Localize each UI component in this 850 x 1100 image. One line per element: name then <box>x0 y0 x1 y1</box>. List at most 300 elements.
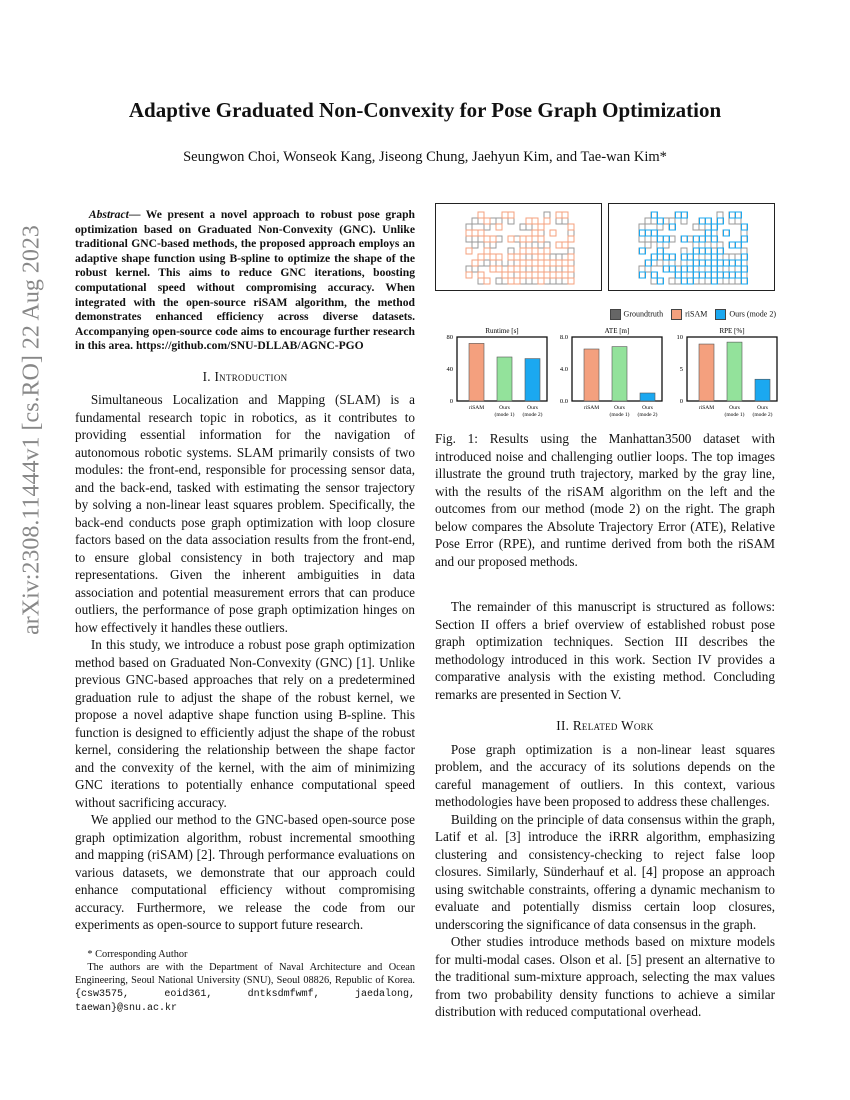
footnote-affiliation <box>75 961 415 1015</box>
figure-caption <box>435 430 775 570</box>
trajectory-groundtruth-cell <box>466 266 472 272</box>
trajectory-groundtruth-cell <box>496 254 502 260</box>
trajectory-groundtruth-cell <box>508 272 514 278</box>
trajectory-groundtruth-cell <box>466 236 472 242</box>
trajectory-groundtruth-cell <box>651 236 657 242</box>
trajectory-estimate-cell <box>514 278 520 284</box>
trajectory-estimate-cell <box>550 230 556 236</box>
trajectory-groundtruth-cell <box>508 236 514 242</box>
chart-title: ATE [m] <box>604 327 630 335</box>
x-tick-label: (mode 1) <box>494 412 515 418</box>
trajectory-groundtruth-cell <box>520 254 526 260</box>
trajectory-groundtruth-cell <box>729 218 735 224</box>
trajectory-groundtruth-cell <box>532 254 538 260</box>
trajectory-groundtruth-cell <box>705 224 711 230</box>
trajectory-groundtruth-cell <box>639 236 645 242</box>
trajectory-groundtruth-cell <box>562 212 568 218</box>
trajectory-groundtruth-cell <box>520 248 526 254</box>
trajectory-groundtruth-cell <box>478 212 484 218</box>
trajectory-groundtruth-cell <box>645 266 651 272</box>
trajectory-groundtruth-cell <box>639 224 645 230</box>
trajectory-groundtruth-cell <box>651 278 657 284</box>
arxiv-identifier: arXiv:2308.11444v1 [cs.RO] 22 Aug 2023 <box>18 225 45 635</box>
trajectory-groundtruth-cell <box>508 212 514 218</box>
trajectory-groundtruth-cell <box>472 260 478 266</box>
trajectory-estimate-cell <box>532 272 538 278</box>
trajectory-groundtruth-cell <box>502 272 508 278</box>
trajectory-groundtruth-cell <box>568 278 574 284</box>
trajectory-groundtruth-cell <box>484 224 490 230</box>
trajectory-groundtruth-cell <box>639 266 645 272</box>
emails: {csw3575, eoid361, dntksdmfwmf, jaedalong, taewan}@snu.ac.kr <box>75 988 415 1014</box>
trajectory-groundtruth-cell <box>699 254 705 260</box>
trajectory-groundtruth-cell <box>526 224 532 230</box>
trajectory-groundtruth-cell <box>556 278 562 284</box>
trajectory-groundtruth-cell <box>490 260 496 266</box>
trajectory-groundtruth-cell <box>466 224 472 230</box>
trajectory-risam <box>435 203 602 291</box>
trajectory-estimate-cell <box>484 278 490 284</box>
trajectory-estimate-cell <box>502 212 508 218</box>
trajectory-groundtruth-cell <box>568 236 574 242</box>
x-tick-label: riSAM <box>698 405 715 411</box>
paragraph: Pose graph optimization is a non-linear least squares problem, and the accuracy of its solutions depends on the careful management of outliers. In this context, various methodologies have been proposed to address these challenges. <box>435 741 775 809</box>
trajectory-groundtruth-cell <box>538 230 544 236</box>
trajectory-groundtruth-cell <box>508 260 514 266</box>
trajectory-estimate-cell <box>562 212 568 218</box>
trajectory-groundtruth-cell <box>490 218 496 224</box>
bar-charts <box>435 325 780 425</box>
trajectory-groundtruth-cell <box>508 278 514 284</box>
trajectory-groundtruth-cell <box>538 278 544 284</box>
y-tick-label: 4.0 <box>559 366 568 373</box>
trajectory-groundtruth-cell <box>544 242 550 248</box>
trajectory-groundtruth-cell <box>526 236 532 242</box>
trajectory-groundtruth-cell <box>556 242 562 248</box>
trajectory-groundtruth-cell <box>490 266 496 272</box>
trajectory-groundtruth-cell <box>699 242 705 248</box>
trajectory-groundtruth-cell <box>514 254 520 260</box>
trajectory-groundtruth-cell <box>663 260 669 266</box>
chart-title: Runtime [s] <box>485 327 519 335</box>
trajectory-groundtruth-cell <box>723 266 729 272</box>
trajectory-groundtruth-cell <box>526 218 532 224</box>
trajectory-groundtruth-cell <box>562 242 568 248</box>
trajectory-groundtruth-cell <box>556 266 562 272</box>
trajectory-estimate-cell <box>538 266 544 272</box>
trajectory-groundtruth-cell <box>466 230 472 236</box>
trajectory-groundtruth-cell <box>705 266 711 272</box>
trajectory-groundtruth-cell <box>502 212 508 218</box>
trajectory-groundtruth-cell <box>478 278 484 284</box>
trajectory-groundtruth-cell <box>478 272 484 278</box>
trajectory-groundtruth-cell <box>550 266 556 272</box>
trajectory-estimate-cell <box>532 248 538 254</box>
trajectory-groundtruth-cell <box>562 218 568 224</box>
x-tick-label: (mode 2) <box>637 412 658 418</box>
trajectory-estimate-cell <box>538 278 544 284</box>
trajectory-groundtruth-cell <box>520 224 526 230</box>
bar-2 <box>525 359 540 401</box>
bar-0 <box>469 343 484 401</box>
trajectory-groundtruth-cell <box>532 230 538 236</box>
trajectory-groundtruth-cell <box>693 224 699 230</box>
trajectory-groundtruth-cell <box>568 248 574 254</box>
trajectory-groundtruth-cell <box>568 266 574 272</box>
paragraph: Building on the principle of data consensus within the graph, Latif et al. [3] introduce the iRRR algorithm, emphasizing clustering and consistency-checking to reject false loop closures. Similarly, Sünderhauf et al. [4] propose an approach using switchable constraints, offering a dynamic mechanism to evaluate and potentially dismiss certain loop closures, underscoring the significance of data consensus in the graph. <box>435 811 775 932</box>
trajectory-groundtruth-cell <box>532 248 538 254</box>
trajectory-estimate-cell <box>490 266 496 272</box>
trajectory-groundtruth-cell <box>508 218 514 224</box>
right-column-text <box>435 598 775 1021</box>
trajectory-groundtruth-cell <box>484 236 490 242</box>
trajectory-groundtruth-cell <box>502 266 508 272</box>
trajectory-groundtruth-cell <box>472 266 478 272</box>
trajectory-groundtruth-cell <box>538 254 544 260</box>
trajectory-estimate-cell <box>496 266 502 272</box>
trajectory-estimate-cell <box>496 224 502 230</box>
paragraph: Other studies introduce methods based on mixture models for multi-modal cases. Olson et al. [5] present an alternative to the traditional sum-mixture approach, selecting the max values from two probability density functions to achieve a similar distribution with reduced computational overhead. <box>435 934 775 1019</box>
trajectory-groundtruth-cell <box>514 278 520 284</box>
trajectory-groundtruth-cell <box>478 236 484 242</box>
section-heading-related-work: II. Related Work <box>556 718 654 733</box>
trajectory-groundtruth-cell <box>669 260 675 266</box>
trajectory-groundtruth-cell <box>675 278 681 284</box>
trajectory-estimate-cell <box>556 272 562 278</box>
y-tick-label: 80 <box>446 334 453 341</box>
trajectory-estimate-cell <box>478 230 484 236</box>
trajectory-estimate-cell <box>544 218 550 224</box>
chart-title: RPE [%] <box>719 327 745 335</box>
trajectory-estimate-cell <box>478 254 484 260</box>
trajectory-groundtruth-cell <box>466 248 472 254</box>
trajectory-groundtruth-cell <box>544 272 550 278</box>
trajectory-groundtruth-cell <box>526 272 532 278</box>
trajectory-groundtruth-cell <box>681 260 687 266</box>
x-tick-label: Ours <box>499 405 510 411</box>
trajectory-estimate-cell <box>472 260 478 266</box>
caption-text: Results using the Manhattan3500 dataset with introduced noise and challenging outlier loops. The top images illustrate the ground truth trajectory, marked by the gray line, with the results of the riSAM algorithm on the left and the outcomes from our method (mode 2) on the right. The graph below compares the Absolute Trajectory Error (ATE), Relative Pose Error (RPE), and runtime derived from both the riSAM and our proposed methods. <box>435 431 776 569</box>
y-tick-label: 0 <box>679 398 683 405</box>
trajectory-groundtruth-cell <box>568 230 574 236</box>
trajectory-estimate-cell <box>478 212 484 218</box>
trajectory-groundtruth-cell <box>532 260 538 266</box>
trajectory-groundtruth-cell <box>663 242 669 248</box>
trajectory-groundtruth-cell <box>562 254 568 260</box>
trajectory-groundtruth-cell <box>520 236 526 242</box>
trajectory-groundtruth-cell <box>532 218 538 224</box>
trajectory-groundtruth-cell <box>466 272 472 278</box>
trajectory-estimate-cell <box>520 236 526 242</box>
y-tick-label: 0.0 <box>559 398 568 405</box>
trajectory-groundtruth-cell <box>532 242 538 248</box>
trajectory-estimate-cell <box>466 272 472 278</box>
trajectory-estimate-cell <box>526 218 532 224</box>
trajectory-groundtruth-cell <box>532 224 538 230</box>
trajectory-groundtruth-cell <box>550 272 556 278</box>
trajectory-groundtruth-cell <box>717 212 723 218</box>
trajectory-groundtruth-cell <box>508 266 514 272</box>
trajectory-groundtruth-cell <box>538 266 544 272</box>
trajectory-groundtruth-cell <box>699 266 705 272</box>
trajectory-estimate-cell <box>478 272 484 278</box>
trajectory-estimate-cell <box>550 272 556 278</box>
trajectory-estimate-cell <box>472 230 478 236</box>
trajectory-estimate-cell <box>508 212 514 218</box>
trajectory-groundtruth-cell <box>526 254 532 260</box>
trajectory-estimate-cell <box>520 260 526 266</box>
trajectory-groundtruth-cell <box>699 278 705 284</box>
x-tick-label: Ours <box>642 405 653 411</box>
trajectory-estimate-cell <box>508 278 514 284</box>
paragraph: The remainder of this manuscript is structured as follows: Section II offers a brief overview of established robust pose graph optimization techniques. Section III describes the methodology introduced in this work. Section IV provides a comparative analysis with the existing method. Concluding remarks are presented in Section V. <box>435 599 775 702</box>
trajectory-groundtruth-cell <box>526 242 532 248</box>
trajectory-estimate-cell <box>562 272 568 278</box>
trajectory-groundtruth-cell <box>556 212 562 218</box>
trajectory-estimate-cell <box>568 224 574 230</box>
trajectory-groundtruth-cell <box>723 254 729 260</box>
abstract <box>75 208 415 354</box>
trajectory-groundtruth-cell <box>645 242 651 248</box>
paragraph: In this study, we introduce a robust pose graph optimization method based on Graduated Non-Convexity (GNC) [1]. Unlike previous GNC-based approaches that rely on a predetermined graduation rule to adjust the shape of the robust kernel, we propose a novel adaptive shape function using B-spline. This function is designed to efficiently adjust the shape of the robust kernel, considering the relationship between the shape factor and the convexity of the kernel, with the aim of minimizing GNC iterations to potentially enhance computational speed without sacrificing accuracy. <box>75 637 415 810</box>
trajectory-groundtruth-cell <box>472 230 478 236</box>
trajectory-groundtruth-cell <box>657 260 663 266</box>
trajectory-groundtruth-cell <box>538 260 544 266</box>
trajectory-groundtruth-cell <box>735 266 741 272</box>
trajectory-groundtruth-cell <box>514 260 520 266</box>
trajectory-groundtruth-cell <box>514 236 520 242</box>
y-tick-label: 5 <box>679 366 683 373</box>
trajectory-groundtruth-cell <box>472 218 478 224</box>
trajectory-groundtruth-cell <box>538 224 544 230</box>
trajectory-groundtruth-cell <box>508 254 514 260</box>
trajectory-groundtruth-cell <box>729 278 735 284</box>
trajectory-estimate-cell <box>544 272 550 278</box>
legend-risam: riSAM <box>671 309 707 320</box>
trajectory-estimate-cell <box>544 260 550 266</box>
trajectory-groundtruth-cell <box>735 278 741 284</box>
y-tick-label: 0 <box>449 398 453 405</box>
trajectory-groundtruth-cell <box>472 242 478 248</box>
authors: Seungwon Choi, Wonseok Kang, Jiseong Chung, Jaehyun Kim, and Tae-wan Kim* <box>183 149 667 165</box>
trajectory-groundtruth-cell <box>568 260 574 266</box>
trajectory-groundtruth-cell <box>490 242 496 248</box>
trajectory-groundtruth-cell <box>550 230 556 236</box>
trajectory-groundtruth-cell <box>556 260 562 266</box>
trajectory-groundtruth-cell <box>490 236 496 242</box>
x-tick-label: riSAM <box>468 405 485 411</box>
trajectory-groundtruth-cell <box>544 266 550 272</box>
trajectory-groundtruth-cell <box>526 260 532 266</box>
trajectory-groundtruth-cell <box>514 272 520 278</box>
y-tick-label: 10 <box>676 334 683 341</box>
trajectory-estimate-cell <box>508 254 514 260</box>
trajectory-groundtruth-cell <box>532 272 538 278</box>
trajectory-estimate-cell <box>484 236 490 242</box>
trajectory-estimate-cell <box>484 218 490 224</box>
trajectory-estimate-cell <box>568 278 574 284</box>
trajectory-groundtruth-cell <box>550 260 556 266</box>
trajectory-groundtruth-cell <box>741 248 747 254</box>
trajectory-estimate-cell <box>466 230 472 236</box>
bar-2 <box>640 393 655 401</box>
trajectory-groundtruth-cell <box>651 218 657 224</box>
trajectory-groundtruth-cell <box>496 224 502 230</box>
trajectory-groundtruth-cell <box>478 254 484 260</box>
trajectory-estimate-cell <box>490 254 496 260</box>
trajectory-groundtruth-cell <box>538 272 544 278</box>
trajectory-groundtruth-cell <box>502 278 508 284</box>
trajectory-groundtruth-cell <box>520 242 526 248</box>
trajectory-groundtruth-cell <box>496 266 502 272</box>
figure-legend <box>610 309 776 320</box>
trajectory-groundtruth-cell <box>568 254 574 260</box>
trajectory-groundtruth-cell <box>699 224 705 230</box>
trajectory-groundtruth-cell <box>508 248 514 254</box>
trajectory-groundtruth-cell <box>544 254 550 260</box>
trajectory-groundtruth-cell <box>544 278 550 284</box>
left-column <box>75 208 415 1015</box>
trajectory-estimate-cell <box>556 212 562 218</box>
trajectory-groundtruth-cell <box>478 218 484 224</box>
trajectory-groundtruth-cell <box>484 248 490 254</box>
trajectory-estimate-cell <box>508 236 514 242</box>
trajectory-estimate-cell <box>514 254 520 260</box>
trajectory-estimate-cell <box>538 254 544 260</box>
trajectory-groundtruth-cell <box>556 254 562 260</box>
trajectory-groundtruth-cell <box>550 278 556 284</box>
x-tick-label: (mode 1) <box>724 412 745 418</box>
trajectory-estimate-cell <box>520 248 526 254</box>
trajectory-ours <box>608 203 775 291</box>
trajectory-groundtruth-cell <box>532 278 538 284</box>
trajectory-estimate-cell <box>550 260 556 266</box>
trajectory-estimate-cell <box>538 236 544 242</box>
trajectory-groundtruth-cell <box>669 278 675 284</box>
trajectory-groundtruth-cell <box>723 278 729 284</box>
trajectory-estimate-cell <box>532 218 538 224</box>
trajectory-groundtruth-cell <box>496 236 502 242</box>
trajectory-groundtruth-cell <box>526 248 532 254</box>
trajectory-groundtruth-cell <box>526 278 532 284</box>
trajectory-groundtruth-cell <box>657 242 663 248</box>
trajectory-estimate-cell <box>514 266 520 272</box>
trajectory-groundtruth-cell <box>705 242 711 248</box>
trajectory-groundtruth-cell <box>562 266 568 272</box>
trajectory-groundtruth-cell <box>520 266 526 272</box>
x-tick-label: Ours <box>527 405 538 411</box>
trajectory-groundtruth-cell <box>556 218 562 224</box>
trajectory-groundtruth-cell <box>520 278 526 284</box>
trajectory-estimate-cell <box>562 242 568 248</box>
caption-label: Fig. 1: <box>435 431 478 446</box>
trajectory-groundtruth-cell <box>729 266 735 272</box>
affiliation-text: The authors are with the Department of Naval Architecture and Ocean Engineering, Seoul National University (SNU), Seoul 08826, Republic of Korea. <box>75 961 415 986</box>
legend-ours-mode2: Ours (mode 2) <box>715 309 776 320</box>
trajectory-groundtruth-cell <box>496 218 502 224</box>
y-tick-label: 8.0 <box>559 334 568 341</box>
trajectory-groundtruth-cell <box>687 260 693 266</box>
trajectory-groundtruth-cell <box>544 260 550 266</box>
trajectory-groundtruth-cell <box>681 218 687 224</box>
bar-1 <box>497 357 512 401</box>
trajectory-estimate-cell <box>532 230 538 236</box>
trajectory-estimate-cell <box>568 266 574 272</box>
trajectory-estimate-cell <box>466 248 472 254</box>
trajectory-estimate-cell <box>484 248 490 254</box>
paragraph: Simultaneous Localization and Mapping (SLAM) is a fundamental research topic in robotics, as it contributes to providing essential information for the navigation of autonomous robotic systems. SLAM primarily consists of two modules: the front-end, responsible for processing sensor data, and the back-end, tasked with estimating the sensor trajectory by solving a non-linear least squares problem. Specifically, the back-end conducts pose graph optimization with loop closure factors based on the data association results from the front-end, to ensure global consistency in both trajectory and map representations. Given the inherent ambiguities in data association and potential measurement errors that can produce outliers, the performance of pose graph optimization hinges on how effectively it handles these outliers. <box>75 392 415 635</box>
trajectory-groundtruth-cell <box>484 278 490 284</box>
trajectory-groundtruth-cell <box>538 236 544 242</box>
trajectory-estimate-cell <box>520 272 526 278</box>
footnote-corresponding: * Corresponding Author <box>87 948 188 960</box>
trajectory-groundtruth-cell <box>657 224 663 230</box>
bar-1 <box>727 342 742 401</box>
trajectory-groundtruth-cell <box>526 266 532 272</box>
trajectory-groundtruth-cell <box>729 254 735 260</box>
trajectory-estimate-cell <box>556 260 562 266</box>
trajectory-groundtruth-cell <box>544 212 550 218</box>
trajectory-groundtruth-cell <box>741 230 747 236</box>
trajectory-estimate-cell <box>562 260 568 266</box>
trajectory-groundtruth-cell <box>562 272 568 278</box>
trajectory-groundtruth-cell <box>735 218 741 224</box>
trajectory-groundtruth-cell <box>562 260 568 266</box>
paper-title: Adaptive Graduated Non-Convexity for Pose Graph Optimization <box>128 98 722 122</box>
trajectory-estimate-cell <box>556 242 562 248</box>
trajectory-estimate-cell <box>526 260 532 266</box>
trajectory-estimate-cell <box>568 236 574 242</box>
section-heading-introduction: I. Introduction <box>202 368 288 384</box>
trajectory-groundtruth-cell <box>490 254 496 260</box>
trajectory-groundtruth-cell <box>693 242 699 248</box>
trajectory-groundtruth-cell <box>735 254 741 260</box>
trajectory-groundtruth-cell <box>520 260 526 266</box>
trajectory-groundtruth-cell <box>568 272 574 278</box>
trajectory-estimate-cell <box>532 260 538 266</box>
trajectory-groundtruth-cell <box>538 248 544 254</box>
x-tick-label: Ours <box>757 405 768 411</box>
trajectory-groundtruth-cell <box>484 260 490 266</box>
legend-groundtruth: Groundtruth <box>610 309 664 320</box>
abstract-label: Abstract <box>88 208 129 221</box>
trajectory-estimate-cell <box>544 248 550 254</box>
x-tick-label: riSAM <box>583 405 600 411</box>
trajectory-groundtruth-cell <box>514 266 520 272</box>
x-tick-label: Ours <box>614 405 625 411</box>
trajectory-groundtruth-cell <box>562 278 568 284</box>
trajectory-estimate-cell <box>502 272 508 278</box>
bar-1 <box>612 347 627 401</box>
trajectory-groundtruth-cell <box>669 218 675 224</box>
trajectory-groundtruth-cell <box>478 230 484 236</box>
figure-1 <box>435 203 780 425</box>
trajectory-groundtruth-cell <box>496 260 502 266</box>
trajectory-estimate-cell <box>568 254 574 260</box>
bar-2 <box>755 379 770 401</box>
trajectory-groundtruth-cell <box>544 248 550 254</box>
y-tick-label: 40 <box>446 366 453 373</box>
trajectory-estimate-cell <box>508 266 514 272</box>
footnote <box>75 948 415 1015</box>
bar-0 <box>699 344 714 401</box>
trajectory-estimate-cell <box>526 248 532 254</box>
trajectory-groundtruth-cell <box>568 224 574 230</box>
x-tick-label: (mode 2) <box>522 412 543 418</box>
trajectory-groundtruth-cell <box>705 278 711 284</box>
trajectory-groundtruth-cell <box>520 272 526 278</box>
trajectory-groundtruth-cell <box>544 218 550 224</box>
